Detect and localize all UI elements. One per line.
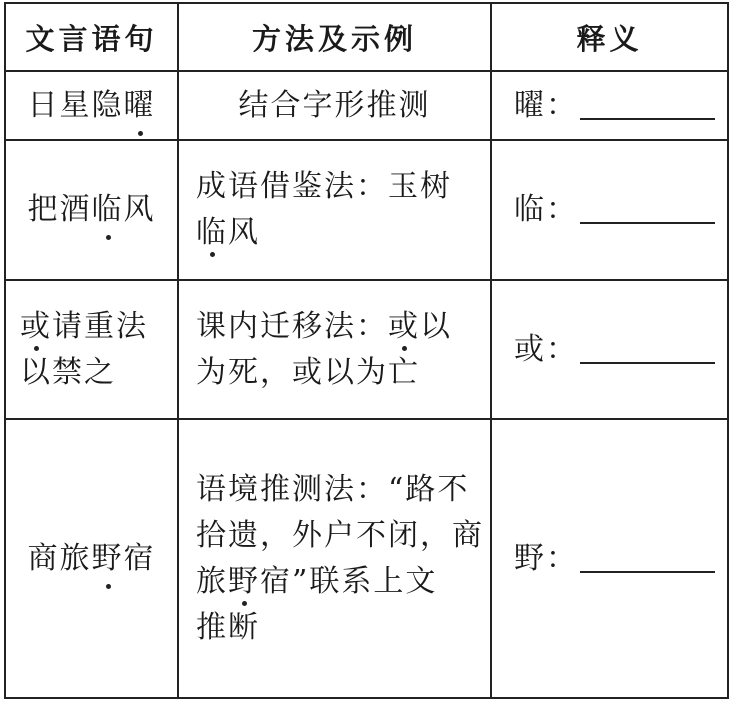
emphasized-char: 或: [388, 308, 420, 344]
colon: ：: [546, 87, 578, 123]
sentence-text: 把酒: [27, 192, 92, 227]
sentence-text: 宿: [123, 540, 156, 576]
row3-sentence: [20, 281, 177, 418]
meaning-char: 野: [514, 540, 546, 576]
answer-blank[interactable]: [580, 545, 715, 573]
row4-sentence: [6, 420, 177, 697]
row4-meaning: [514, 420, 727, 697]
rule: [4, 697, 729, 699]
row3-meaning: [514, 281, 727, 418]
row1-method: 结合字形推测: [238, 87, 431, 123]
colon: ：: [546, 192, 578, 227]
answer-blank[interactable]: [580, 92, 715, 120]
method-line: 成语借鉴法：玉树: [196, 169, 452, 204]
rule: [727, 2, 729, 699]
row4-method: [196, 420, 490, 697]
method-text: 旅: [196, 563, 228, 599]
header-method: 方法及示例: [251, 21, 417, 56]
row1-meaning: [514, 72, 727, 139]
header-meaning: 释义: [576, 21, 643, 56]
answer-blank[interactable]: [580, 196, 715, 224]
sentence-text: 请重法: [52, 308, 148, 344]
colon: ：: [546, 331, 578, 367]
method-line: 语境推测法：“路不: [196, 471, 470, 507]
emphasized-char: 临: [92, 187, 124, 233]
method-text: 课内迁移法：: [196, 308, 388, 344]
method-text: 推断: [196, 609, 260, 645]
row2-sentence: [6, 141, 177, 279]
method-line: 拾遗，外户不闭，商: [196, 517, 484, 553]
method-text: 风: [228, 215, 260, 250]
sentence-text: 以禁之: [20, 354, 116, 390]
row1-sentence: [6, 72, 177, 139]
sentence-text: 商旅: [27, 540, 92, 576]
row2-method: [196, 141, 486, 279]
method-text: 宿”联系上文: [260, 563, 438, 599]
row2-meaning: [514, 141, 727, 279]
emphasized-char: 临: [196, 215, 228, 250]
emphasized-char: 曜: [124, 83, 156, 129]
meaning-char: 曜: [514, 87, 546, 123]
meaning-char: 临: [514, 192, 546, 227]
emphasized-char: 或: [20, 308, 52, 344]
rule: [490, 2, 492, 699]
header-sentence: 文言语句: [25, 21, 158, 56]
method-text: 为死，或以为亡: [196, 354, 420, 390]
meaning-char: 或: [514, 331, 546, 367]
colon: ：: [546, 540, 578, 576]
emphasized-char: 野: [228, 563, 260, 599]
answer-blank[interactable]: [580, 336, 715, 364]
sentence-text: 日星隐: [27, 87, 124, 123]
row3-method: [196, 281, 486, 418]
method-text: 以: [420, 308, 452, 344]
emphasized-char: 野: [92, 536, 124, 582]
sentence-text: 风: [123, 192, 156, 227]
